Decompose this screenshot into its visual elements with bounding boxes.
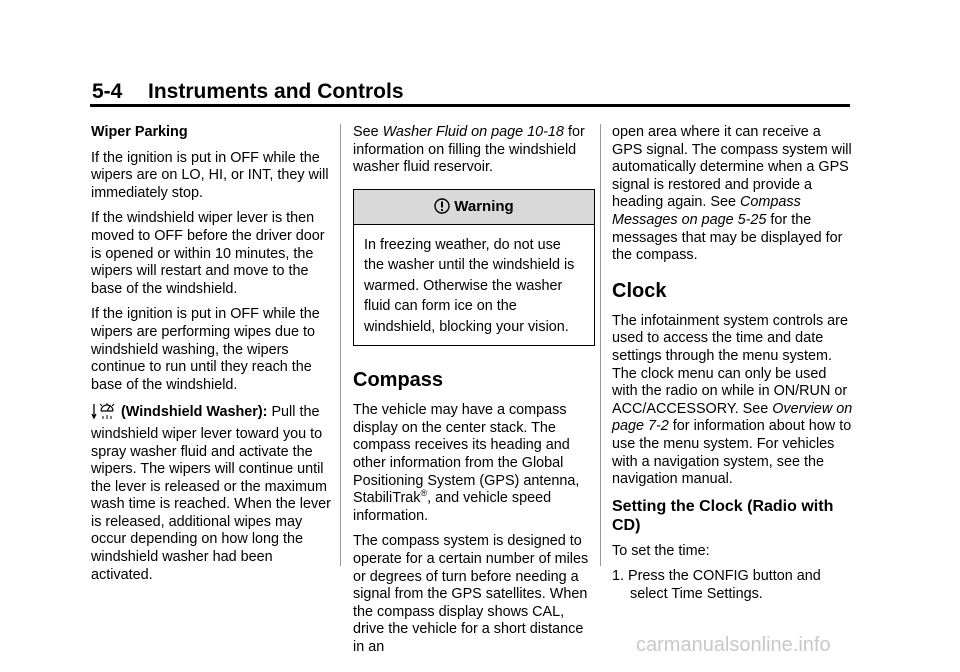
compass-heading: Compass [353,369,444,392]
washer-icon [91,402,117,426]
paragraph [353,402,595,525]
washer-paragraph [91,402,333,584]
washer-text: Pull the windshield wiper lever toward you to spray washer fluid and activate the wipers. The wipers will continue until the lever is released or the maximum wash time is reached. When the lever is released, additional wipes may occur depending on how long the windshield washer had been activated. [91,404,331,583]
header-rule [90,104,850,107]
column-right [612,124,854,611]
text: The infotainment system controls are used to access the time and date settings through the menu system. The clock menu can only be used with the radio on while in ON/RUN or ACC/ACCESSORY. See [612,312,848,417]
column-middle [353,124,595,665]
column-divider [600,124,601,566]
paragraph [353,124,595,177]
wiper-parking-heading: Wiper Parking [91,124,188,140]
paragraph: If the windshield wiper lever is then moved to OFF before the driver door is opened or within 10 minutes, the wipers will restart and move to the base of the windshield. [91,210,325,297]
cross-reference: Washer Fluid on page 10-18 [382,124,564,140]
text: , and vehicle speed information. [353,490,552,524]
paragraph [612,313,854,489]
washer-label: (Windshield Washer): [121,404,268,421]
paragraph: The compass system is designed to operate for a certain number of miles or degrees of turn before needing a signal from the GPS satellites. When the compass display shows CAL, drive the vehicle for a short distance in an [353,533,589,655]
warning-box [353,189,595,347]
watermark: carmanualsonline.info [636,634,831,656]
text: See [353,124,383,140]
registered-mark: ® [420,488,428,499]
warning-title: Warning [454,197,514,215]
text: for information on filling the windshield washer fluid reservoir. [353,124,585,176]
cross-reference: Overview on page 7-2 [612,400,853,435]
cross-reference: Compass Messages on page 5-25 [612,194,801,228]
column-divider [340,124,341,566]
text: The vehicle may have a compass display on the center stack. The compass receives its heading and other information from the Global Positioning System (GPS) antenna, StabiliTrak [353,402,580,507]
column-left [91,124,333,592]
clock-heading: Clock [612,279,667,302]
setting-clock-heading: Setting the Clock (Radio with CD) [612,497,834,534]
section-number: 5-4 [92,80,123,103]
text: open area where it can receive a GPS signal. The compass system will automatically determine when a GPS signal is restored and provide a heading again. See [612,124,852,211]
paragraph: If the ignition is put in OFF while the wipers are on LO, HI, or INT, they will immediately stop. [91,149,329,201]
text: for information about how to use the menu system. For vehicles with a navigation system, see the navigation manual. [612,418,852,488]
text: for the messages that may be displayed for the compass. [612,211,843,264]
paragraph [612,124,854,265]
warning-header [354,190,594,225]
paragraph: If the ignition is put in OFF while the wipers are performing wipes due to windshield washing, the wipers continue to run until they reach the base of the windshield. [91,306,320,393]
page-header [92,80,850,104]
warning-icon [434,193,450,227]
page-title: Instruments and Controls [148,80,404,103]
warning-text: In freezing weather, do not use the washer until the windshield is warmed. Otherwise the washer fluid can form ice on the windshield, blocking your vision. [364,236,575,335]
paragraph: To set the time: [612,542,710,559]
list-item: 1. Press the CONFIG button and select Time Settings. [612,568,821,602]
